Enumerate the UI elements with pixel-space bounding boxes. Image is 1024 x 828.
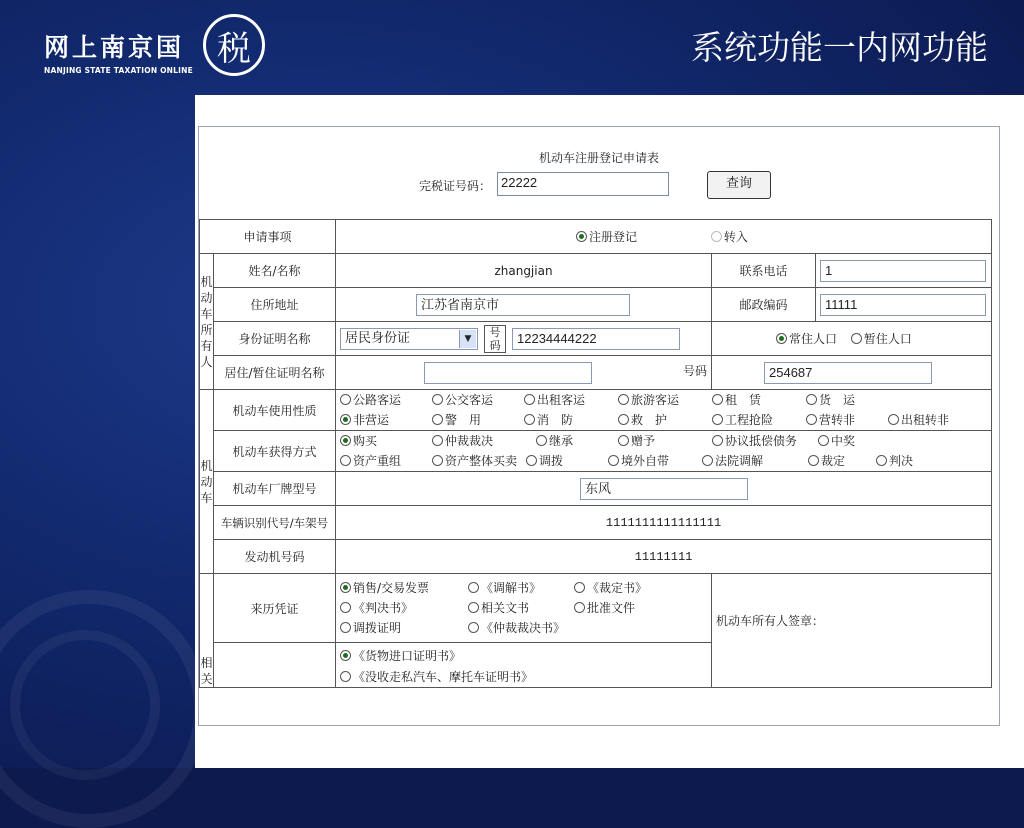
option-label: 非营运 xyxy=(353,413,390,427)
phone-cell xyxy=(816,254,992,288)
radio-on-icon xyxy=(340,435,351,446)
usage-option[interactable] xyxy=(432,410,514,430)
radio-off-icon xyxy=(806,394,817,405)
engine-value: 11111111 xyxy=(336,540,992,574)
option-label: 旅游客运 xyxy=(631,393,680,407)
option-label: 公交客运 xyxy=(445,393,494,407)
option-label: 出租转非 xyxy=(901,413,950,427)
radio-off-icon xyxy=(340,602,351,613)
import-cert-option[interactable] xyxy=(340,647,707,664)
origin-option[interactable] xyxy=(574,578,647,598)
id-cell xyxy=(336,322,712,356)
radio-off-icon xyxy=(618,435,629,446)
option-label: 境外自带 xyxy=(621,454,670,468)
res-cert-cell xyxy=(336,356,712,390)
usage-options xyxy=(336,390,992,431)
apply-item-options xyxy=(336,220,992,254)
phone-label: 联系电话 xyxy=(712,254,816,288)
radio-off-icon xyxy=(712,414,723,425)
option-label: 中奖 xyxy=(831,434,856,448)
acquire-option[interactable] xyxy=(526,451,598,471)
option-label: 注册登记 xyxy=(589,230,638,244)
option-transfer-in[interactable] xyxy=(711,228,748,245)
origin-option[interactable] xyxy=(468,598,564,618)
option-permanent[interactable] xyxy=(776,330,837,347)
origin-row-1 xyxy=(340,578,707,598)
origin-option[interactable] xyxy=(340,578,458,598)
site-logo xyxy=(44,28,193,75)
radio-off-icon xyxy=(574,602,585,613)
option-label: 继承 xyxy=(549,434,574,448)
tax-cert-label: 完税证号码： xyxy=(419,179,492,193)
origin-option[interactable] xyxy=(340,618,458,638)
radio-off-icon xyxy=(806,414,817,425)
usage-option[interactable] xyxy=(432,390,514,410)
id-number-input[interactable]: 12234444222 xyxy=(512,328,680,350)
radio-off-icon xyxy=(524,414,535,425)
option-label: 营转非 xyxy=(819,413,856,427)
radio-off-icon xyxy=(851,333,862,344)
acquire-option[interactable] xyxy=(712,431,808,451)
usage-option[interactable] xyxy=(524,390,608,410)
origin-option[interactable] xyxy=(340,598,458,618)
name-value: zhangjian xyxy=(336,254,712,288)
acquire-option[interactable] xyxy=(432,431,526,451)
usage-option[interactable] xyxy=(712,390,796,410)
brand-input[interactable]: 东风 xyxy=(580,478,748,500)
res-number-label: 号码 xyxy=(683,363,708,378)
acquire-row-1 xyxy=(340,431,987,451)
address-cell xyxy=(336,288,712,322)
radio-off-icon xyxy=(888,414,899,425)
radio-off-icon xyxy=(808,455,819,466)
engine-label: 发动机号码 xyxy=(214,540,336,574)
acquire-option[interactable] xyxy=(808,451,866,471)
radio-off-icon xyxy=(340,622,351,633)
zip-cell xyxy=(816,288,992,322)
radio-off-icon xyxy=(712,435,723,446)
origin-option[interactable] xyxy=(574,598,635,618)
acquire-option[interactable] xyxy=(618,431,702,451)
option-label: 销售/交易发票 xyxy=(353,581,430,595)
option-label: 公路客运 xyxy=(353,393,402,407)
radio-off-icon xyxy=(432,455,443,466)
origin-option[interactable] xyxy=(468,618,565,638)
option-label: 救 护 xyxy=(631,413,668,427)
option-label: 常住人口 xyxy=(789,332,838,346)
option-label: 《货物进口证明书》 xyxy=(353,649,462,663)
address-label: 住所地址 xyxy=(214,288,336,322)
name-label: 姓名/名称 xyxy=(214,254,336,288)
radio-on-icon xyxy=(576,231,587,242)
res-cert-input[interactable] xyxy=(424,362,592,384)
origin-row-2 xyxy=(340,598,707,618)
radio-off-icon xyxy=(340,455,351,466)
radio-off-icon xyxy=(432,394,443,405)
acquire-options xyxy=(336,431,992,472)
logo-english: NANJING STATE TAXATION ONLINE xyxy=(44,66,193,75)
id-type-select[interactable] xyxy=(340,328,478,350)
owner-section-label: 机动车所有人 xyxy=(200,254,214,390)
option-label: 资产重组 xyxy=(353,454,402,468)
origin-label: 来历凭证 xyxy=(214,574,336,643)
usage-option[interactable] xyxy=(340,390,422,410)
related-section-label: 相关 xyxy=(200,574,214,688)
phone-input[interactable]: 1 xyxy=(820,260,986,282)
option-label: 相关文书 xyxy=(481,601,530,615)
option-label: 裁定 xyxy=(821,454,846,468)
origin-options xyxy=(336,574,712,643)
option-label: 《没收走私汽车、摩托车证明书》 xyxy=(353,670,534,684)
option-label: 批准文件 xyxy=(587,601,636,615)
radio-off-icon xyxy=(468,582,479,593)
acquire-row-2 xyxy=(340,451,987,471)
logo-chinese: 网上南京国 xyxy=(44,33,185,62)
query-button[interactable]: 查询 xyxy=(707,171,771,199)
signature-label: 机动车所有人签章： xyxy=(716,614,825,628)
radio-off-icon xyxy=(468,622,479,633)
slide-header xyxy=(0,0,1024,95)
option-label: 判决 xyxy=(889,454,914,468)
watermark-seal-inner xyxy=(10,630,160,780)
res-cert-label: 居住/暂住证明名称 xyxy=(214,356,336,390)
option-label: 工程抢险 xyxy=(725,413,774,427)
empty-cell xyxy=(214,643,336,688)
acquire-option[interactable] xyxy=(818,431,855,451)
usage-row-2 xyxy=(340,410,987,430)
radio-off-icon xyxy=(526,455,537,466)
radio-off-icon xyxy=(524,394,535,405)
id-label: 身份证明名称 xyxy=(214,322,336,356)
acquire-option[interactable] xyxy=(432,451,526,471)
option-label: 租 赁 xyxy=(725,393,762,407)
option-label: 协议抵偿债务 xyxy=(725,434,798,448)
radio-on-icon xyxy=(340,414,351,425)
option-label: 调拨证明 xyxy=(353,621,402,635)
acquire-option[interactable] xyxy=(536,431,608,451)
radio-off-icon xyxy=(468,602,479,613)
form-title: 机动车注册登记申请表 xyxy=(538,151,659,165)
radio-off-icon xyxy=(536,435,547,446)
registration-form-table xyxy=(199,219,992,688)
usage-option[interactable] xyxy=(618,390,702,410)
option-label: 货 运 xyxy=(819,393,856,407)
import-cert-cell xyxy=(336,643,712,688)
option-label: 《仲裁裁决书》 xyxy=(481,621,566,635)
res-number-input[interactable]: 254687 xyxy=(764,362,932,384)
origin-option[interactable] xyxy=(468,578,564,598)
radio-off-icon xyxy=(711,231,722,242)
option-label: 《裁定书》 xyxy=(587,581,648,595)
option-label: 转入 xyxy=(723,230,748,244)
brand-label: 机动车厂牌型号 xyxy=(214,472,336,506)
tax-seal-icon: 税 xyxy=(203,14,265,76)
radio-on-icon xyxy=(340,582,351,593)
radio-off-icon xyxy=(432,435,443,446)
option-label: 仲裁裁决 xyxy=(445,434,494,448)
option-register[interactable] xyxy=(576,228,637,245)
usage-option[interactable] xyxy=(618,410,702,430)
radio-off-icon xyxy=(876,455,887,466)
usage-option[interactable] xyxy=(524,410,608,430)
radio-off-icon xyxy=(702,455,713,466)
usage-label: 机动车使用性质 xyxy=(214,390,336,431)
option-label: 《判决书》 xyxy=(353,601,414,615)
option-label: 资产整体买卖 xyxy=(445,454,518,468)
radio-off-icon xyxy=(818,435,829,446)
acquire-option[interactable] xyxy=(608,451,692,471)
residence-options xyxy=(712,322,992,356)
apply-item-label: 申请事项 xyxy=(200,220,336,254)
form-screenshot xyxy=(198,126,1000,726)
smuggled-cert-option[interactable] xyxy=(340,668,707,685)
option-label: 购买 xyxy=(353,434,378,448)
vin-value: 1111111111111111 xyxy=(336,506,992,540)
radio-off-icon xyxy=(608,455,619,466)
acquire-label: 机动车获得方式 xyxy=(214,431,336,472)
option-label: 调拨 xyxy=(539,454,564,468)
option-label: 法院调解 xyxy=(715,454,764,468)
signature-cell xyxy=(712,574,992,688)
usage-option[interactable] xyxy=(712,410,796,430)
id-type-value: 居民身份证 xyxy=(345,330,411,346)
zip-input[interactable]: 11111 xyxy=(820,294,986,316)
acquire-option[interactable] xyxy=(340,431,422,451)
radio-on-icon xyxy=(776,333,787,344)
usage-option[interactable] xyxy=(806,390,855,410)
radio-off-icon xyxy=(618,414,629,425)
vin-label: 车辆识别代号/车架号 xyxy=(214,506,336,540)
radio-on-icon xyxy=(340,650,351,661)
origin-row-3 xyxy=(340,618,707,638)
option-label: 警 用 xyxy=(445,413,482,427)
option-label: 消 防 xyxy=(537,413,574,427)
res-number-cell xyxy=(712,356,992,390)
acquire-option[interactable] xyxy=(702,451,798,471)
radio-off-icon xyxy=(340,671,351,682)
radio-off-icon xyxy=(618,394,629,405)
radio-off-icon xyxy=(712,394,723,405)
zip-label: 邮政编码 xyxy=(712,288,816,322)
option-label: 《调解书》 xyxy=(481,581,542,595)
id-number-label: 号码 xyxy=(484,325,506,353)
option-label: 暂住人口 xyxy=(863,332,912,346)
usage-option[interactable] xyxy=(888,410,949,430)
option-label: 出租客运 xyxy=(537,393,586,407)
tax-cert-input[interactable]: 22222 xyxy=(497,172,669,196)
radio-off-icon xyxy=(574,582,585,593)
option-label: 赠予 xyxy=(631,434,656,448)
slide-title: 系统功能一内网功能 xyxy=(691,28,988,67)
chevron-down-icon: ▼ xyxy=(459,330,476,348)
radio-off-icon xyxy=(432,414,443,425)
usage-option[interactable] xyxy=(806,410,878,430)
address-input[interactable]: 江苏省南京市 xyxy=(416,294,630,316)
radio-off-icon xyxy=(340,394,351,405)
acquire-option[interactable] xyxy=(876,451,913,471)
usage-row-1 xyxy=(340,390,987,410)
brand-cell xyxy=(336,472,992,506)
vehicle-section-label: 机动车 xyxy=(200,390,214,574)
acquire-option[interactable] xyxy=(340,451,422,471)
usage-option[interactable] xyxy=(340,410,422,430)
option-temporary[interactable] xyxy=(851,330,912,347)
